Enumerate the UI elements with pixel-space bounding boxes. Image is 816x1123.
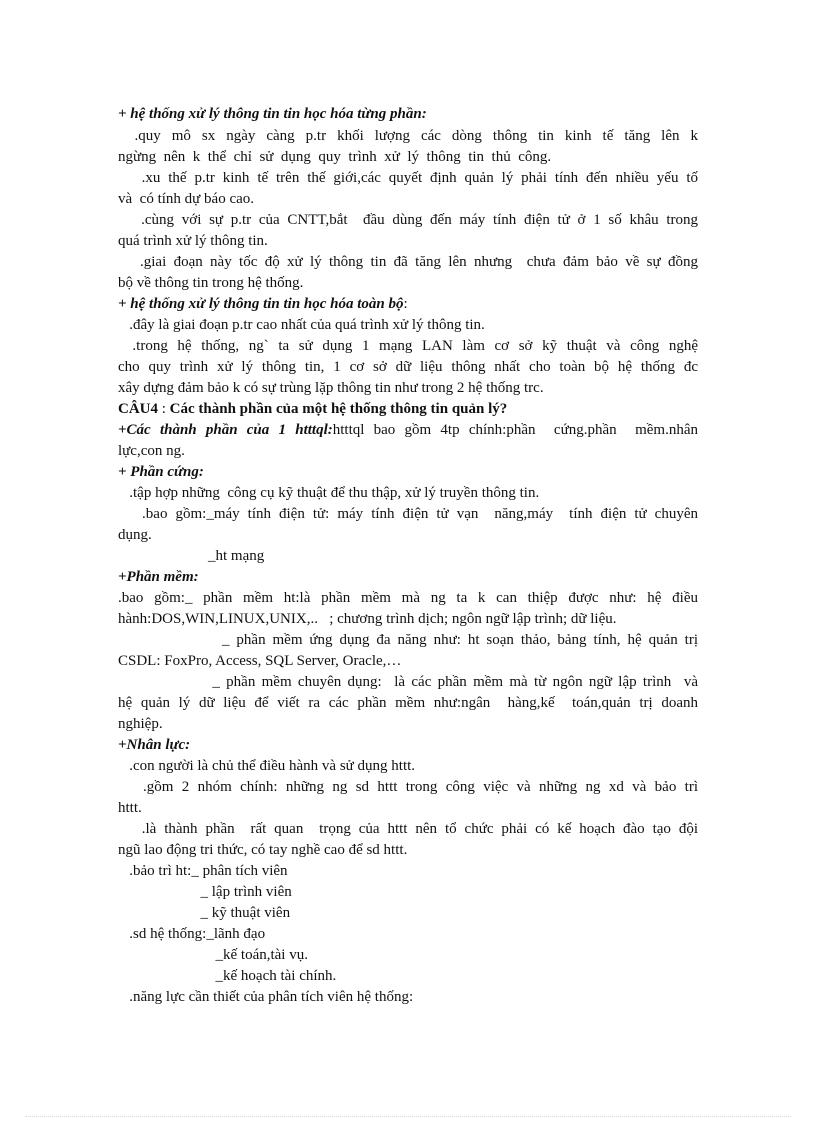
text-run: CÂU4	[118, 401, 158, 417]
text-line	[118, 462, 698, 483]
text-run: +Nhân lực:	[118, 737, 191, 753]
text-run: quá trình xử lý thông tin.	[118, 233, 268, 249]
text-run: httt.	[118, 800, 142, 816]
text-run: nghiệp.	[118, 716, 163, 732]
text-line	[118, 987, 698, 1008]
text-line	[118, 210, 698, 231]
text-run: .cùng với sự p.tr của CNTT,bắt đầu dùng đến máy tính điện tử ở 1 số khâu trong	[118, 212, 698, 228]
text-run: htttql bao gồm 4tp chính:phần cứng.phần mềm.nhân	[332, 422, 698, 438]
text-run: .giai đoạn này tốc độ xử lý thông tin đã tăng lên nhưng chưa đảm bảo về sự đồng	[118, 254, 698, 270]
text-line	[118, 104, 698, 125]
text-line	[118, 714, 698, 735]
text-run: +Phần mềm:	[118, 569, 199, 585]
text-line	[118, 294, 698, 315]
text-run: bộ về thông tin trong hệ thống.	[118, 275, 304, 291]
text-run: .bảo trì ht:_ phân tích viên	[118, 863, 288, 879]
text-line	[118, 735, 698, 756]
text-line	[118, 840, 698, 861]
text-run: _kế hoạch tài chính.	[118, 968, 337, 984]
text-line	[118, 147, 698, 168]
text-run: _ lập trình viên	[118, 884, 292, 900]
text-run: ngũ lao động tri thức, có tay nghề cao để sd httt.	[118, 842, 408, 858]
text-line	[118, 420, 698, 441]
text-line	[118, 651, 698, 672]
text-line	[118, 189, 698, 210]
text-run: .năng lực cần thiết của phân tích viên hệ thống:	[118, 989, 414, 1005]
text-run: hành:DOS,WIN,LINUX,UNIX,.. ; chương trình dịch; ngôn ngữ lập trình; dữ liệu.	[118, 611, 617, 627]
text-run: _ kỹ thuật viên	[118, 905, 291, 921]
text-line	[118, 441, 698, 462]
text-line	[118, 693, 698, 714]
text-run: CSDL: FoxPro, Access, SQL Server, Oracle,…	[118, 653, 402, 669]
text-line	[118, 588, 698, 609]
text-run: và có tính dự báo cao.	[118, 191, 255, 207]
text-run: .trong hệ thống, ng` ta sử dụng 1 mạng LAN làm cơ sở kỹ thuật và công nghệ	[118, 338, 698, 354]
text-run: +Các thành phần của 1 htttql:	[118, 422, 333, 438]
text-run: + hệ thống xử lý thông tin tin học hóa từng phần:	[118, 106, 427, 122]
text-run: xây dựng đảm bảo k có sự trùng lặp thông tin như trong 2 hệ thống trc.	[118, 380, 544, 396]
text-run: _kế toán,tài vụ.	[118, 947, 308, 963]
text-line	[118, 630, 698, 651]
text-run: :	[403, 296, 408, 312]
text-line	[118, 315, 698, 336]
text-line	[118, 798, 698, 819]
text-line	[118, 525, 698, 546]
text-run: ngừng nên k thể chỉ sử dụng quy trình xử lý thông tin thủ công.	[118, 149, 552, 165]
text-run: .là thành phần rất quan trọng của httt nên tổ chức phải có kế hoạch đào tạo đội	[118, 821, 698, 837]
text-line	[118, 126, 698, 147]
text-run: .quy mô sx ngày càng p.tr khối lượng các dòng thông tin kinh tế tăng lên k	[118, 128, 698, 144]
text-line	[118, 252, 698, 273]
text-run: Các thành phần của một hệ thống thông tin quản lý?	[169, 401, 508, 417]
text-run: .bao gồm:_máy tính điện tử: máy tính điện tử vạn năng,máy tính điện tử chuyên	[118, 506, 698, 522]
page-bottom-divider	[25, 1116, 791, 1117]
text-run: hệ quản lý dữ liệu để viết ra các phần mềm như:ngân hàng,kế toán,quản trị doanh	[118, 695, 698, 711]
text-line	[118, 336, 698, 357]
text-line	[118, 273, 698, 294]
text-run: .đây là giai đoạn p.tr cao nhất của quá trình xử lý thông tin.	[118, 317, 485, 333]
text-line	[118, 861, 698, 882]
text-run: _ht mạng	[118, 548, 265, 564]
text-run: .gồm 2 nhóm chính: những ng sd httt trong công việc và những ng xd và bảo trì	[118, 779, 698, 795]
text-run: + hệ thống xử lý thông tin tin học hóa toàn bộ	[118, 296, 404, 312]
text-line	[118, 924, 698, 945]
text-line	[118, 945, 698, 966]
text-run: .xu thế p.tr kinh tế trên thế giới,các quyết định quản lý phải tính đến nhiều yếu tố	[118, 170, 698, 186]
text-run: cho quy trình xử lý thông tin, 1 cơ sở dữ liệu thông nhất cho toàn bộ hệ thống đc	[118, 359, 698, 375]
text-run: .tập hợp những công cụ kỹ thuật để thu thập, xử lý truyền thông tin.	[118, 485, 540, 501]
text-line	[118, 567, 698, 588]
text-line	[118, 777, 698, 798]
text-line	[118, 168, 698, 189]
text-line	[118, 399, 698, 420]
text-run: + Phần cứng:	[118, 464, 204, 480]
text-line	[118, 609, 698, 630]
text-line	[118, 504, 698, 525]
text-run: lực,con ng.	[118, 443, 185, 459]
text-run: .sd hệ thống:_lãnh đạo	[118, 926, 266, 942]
text-line	[118, 819, 698, 840]
text-line	[118, 903, 698, 924]
text-line	[118, 672, 698, 693]
text-run: _ phần mềm chuyên dụng: là các phần mềm mà từ ngôn ngữ lập trình và	[118, 674, 698, 690]
text-line	[118, 378, 698, 399]
text-run: .bao gồm:_ phần mềm ht:là phần mềm mà ng ta k can thiệp được như: hệ điều	[118, 590, 698, 606]
text-line	[118, 546, 698, 567]
text-run: :	[158, 401, 170, 417]
text-run: dụng.	[118, 527, 152, 543]
text-line	[118, 756, 698, 777]
text-line	[118, 231, 698, 252]
text-line	[118, 483, 698, 504]
text-run: _ phần mềm ứng dụng đa năng như: ht soạn thảo, bảng tính, hệ quản trị	[118, 632, 698, 648]
text-line	[118, 357, 698, 378]
text-run: .con người là chủ thể điều hành và sử dụng httt.	[118, 758, 416, 774]
text-line	[118, 966, 698, 987]
text-line	[118, 882, 698, 903]
